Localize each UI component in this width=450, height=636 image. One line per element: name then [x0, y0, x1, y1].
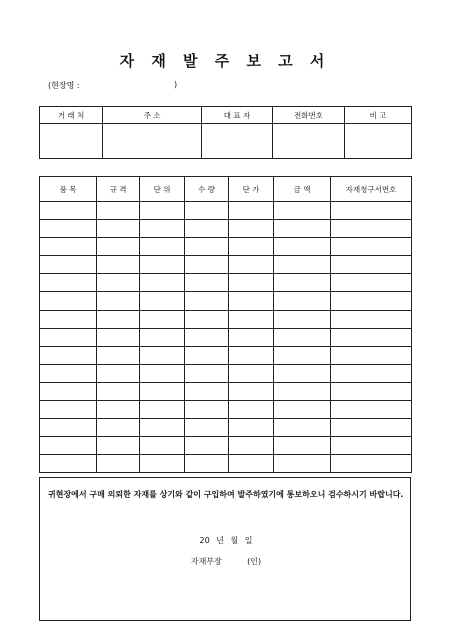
table-row — [40, 364, 412, 382]
items-header-request-number: 자재청구서번호 — [331, 177, 412, 202]
item-request-number-cell[interactable] — [331, 292, 412, 310]
item-unit-cell[interactable] — [140, 256, 185, 274]
supplier-vendor-cell[interactable] — [40, 124, 103, 159]
table-row — [40, 419, 412, 437]
item-spec-cell[interactable] — [97, 310, 140, 328]
item-product-cell[interactable] — [40, 292, 97, 310]
supplier-header-remarks: 비 고 — [345, 107, 412, 124]
item-unit-cell[interactable] — [140, 238, 185, 256]
items-header-quantity: 수 량 — [185, 177, 229, 202]
item-unit-price-cell[interactable] — [229, 419, 274, 437]
item-quantity-cell[interactable] — [185, 364, 229, 382]
item-unit-cell[interactable] — [140, 419, 185, 437]
table-row — [40, 328, 412, 346]
item-quantity-cell[interactable] — [185, 346, 229, 364]
item-quantity-cell[interactable] — [185, 238, 229, 256]
items-table — [39, 176, 412, 473]
item-amount-cell[interactable] — [274, 455, 331, 473]
item-spec-cell[interactable] — [97, 419, 140, 437]
item-quantity-cell[interactable] — [185, 310, 229, 328]
item-amount-cell[interactable] — [274, 220, 331, 238]
item-unit-price-cell[interactable] — [229, 328, 274, 346]
supplier-header-phone: 전화번호 — [273, 107, 345, 124]
item-spec-cell[interactable] — [97, 364, 140, 382]
items-header-amount: 금 액 — [274, 177, 331, 202]
table-row — [40, 437, 412, 455]
item-quantity-cell[interactable] — [185, 382, 229, 400]
item-unit-price-cell[interactable] — [229, 256, 274, 274]
item-request-number-cell[interactable] — [331, 437, 412, 455]
item-amount-cell[interactable] — [274, 364, 331, 382]
item-spec-cell[interactable] — [97, 220, 140, 238]
item-quantity-cell[interactable] — [185, 292, 229, 310]
item-amount-cell[interactable] — [274, 274, 331, 292]
supplier-table — [39, 106, 412, 159]
item-unit-price-cell[interactable] — [229, 274, 274, 292]
date-line: 20 년 월 일 — [199, 536, 253, 545]
items-header-product: 품 목 — [40, 177, 97, 202]
item-unit-price-cell[interactable] — [229, 310, 274, 328]
item-spec-cell[interactable] — [97, 292, 140, 310]
item-request-number-cell[interactable] — [331, 310, 412, 328]
supplier-remarks-cell[interactable] — [345, 124, 412, 159]
item-quantity-cell[interactable] — [185, 328, 229, 346]
document-title: 자 재 발 주 보 고 서 — [119, 52, 331, 70]
item-unit-cell[interactable] — [140, 346, 185, 364]
table-row — [40, 256, 412, 274]
item-unit-cell[interactable] — [140, 274, 185, 292]
item-product-cell[interactable] — [40, 401, 97, 419]
item-product-cell[interactable] — [40, 364, 97, 382]
item-spec-cell[interactable] — [97, 382, 140, 400]
items-header-unit-price: 단 가 — [229, 177, 274, 202]
table-row — [40, 220, 412, 238]
items-header-row — [40, 177, 412, 202]
item-request-number-cell[interactable] — [331, 328, 412, 346]
site-name-label: (현장명 : — [48, 81, 80, 90]
item-spec-cell[interactable] — [97, 202, 140, 220]
items-table-body — [40, 202, 412, 473]
item-product-cell[interactable] — [40, 256, 97, 274]
item-product-cell[interactable] — [40, 382, 97, 400]
notice-box — [39, 477, 411, 621]
item-spec-cell[interactable] — [97, 401, 140, 419]
item-product-cell[interactable] — [40, 419, 97, 437]
item-quantity-cell[interactable] — [185, 202, 229, 220]
item-request-number-cell[interactable] — [331, 364, 412, 382]
item-request-number-cell[interactable] — [331, 238, 412, 256]
item-amount-cell[interactable] — [274, 202, 331, 220]
item-unit-cell[interactable] — [140, 292, 185, 310]
table-row — [40, 274, 412, 292]
item-amount-cell[interactable] — [274, 382, 331, 400]
item-request-number-cell[interactable] — [331, 220, 412, 238]
items-header-unit: 단 위 — [140, 177, 185, 202]
item-amount-cell[interactable] — [274, 292, 331, 310]
item-amount-cell[interactable] — [274, 238, 331, 256]
notice-text: 귀현장에서 구매 의뢰한 자재를 상기와 같이 구입하여 발주하였기에 통보하오니 검수하시기 바랍니다. — [48, 490, 404, 499]
item-product-cell[interactable] — [40, 220, 97, 238]
supplier-header-row — [40, 107, 412, 124]
item-unit-price-cell[interactable] — [229, 202, 274, 220]
item-quantity-cell[interactable] — [185, 256, 229, 274]
table-row — [40, 455, 412, 473]
site-name-close: ) — [174, 80, 178, 89]
item-request-number-cell[interactable] — [331, 274, 412, 292]
item-spec-cell[interactable] — [97, 238, 140, 256]
supplier-address-cell[interactable] — [103, 124, 202, 159]
item-unit-price-cell[interactable] — [229, 220, 274, 238]
item-request-number-cell[interactable] — [331, 346, 412, 364]
item-product-cell[interactable] — [40, 455, 97, 473]
item-unit-cell[interactable] — [140, 382, 185, 400]
item-unit-price-cell[interactable] — [229, 346, 274, 364]
item-quantity-cell[interactable] — [185, 455, 229, 473]
item-product-cell[interactable] — [40, 238, 97, 256]
item-unit-price-cell[interactable] — [229, 437, 274, 455]
item-quantity-cell[interactable] — [185, 401, 229, 419]
item-amount-cell[interactable] — [274, 437, 331, 455]
item-unit-cell[interactable] — [140, 202, 185, 220]
item-unit-price-cell[interactable] — [229, 401, 274, 419]
item-unit-cell[interactable] — [140, 220, 185, 238]
item-unit-cell[interactable] — [140, 455, 185, 473]
table-row — [40, 310, 412, 328]
item-unit-price-cell[interactable] — [229, 364, 274, 382]
item-spec-cell[interactable] — [97, 274, 140, 292]
supplier-header-address: 주 소 — [103, 107, 202, 124]
table-row — [40, 292, 412, 310]
item-spec-cell[interactable] — [97, 437, 140, 455]
table-row — [40, 401, 412, 419]
item-unit-cell[interactable] — [140, 401, 185, 419]
item-unit-price-cell[interactable] — [229, 238, 274, 256]
item-amount-cell[interactable] — [274, 310, 331, 328]
item-quantity-cell[interactable] — [185, 437, 229, 455]
table-row — [40, 346, 412, 364]
table-row — [40, 202, 412, 220]
item-unit-cell[interactable] — [140, 364, 185, 382]
site-name-field — [48, 80, 178, 91]
item-unit-cell[interactable] — [140, 310, 185, 328]
supplier-header-vendor: 거 래 처 — [40, 107, 103, 124]
item-quantity-cell[interactable] — [185, 274, 229, 292]
item-amount-cell[interactable] — [274, 256, 331, 274]
item-quantity-cell[interactable] — [185, 220, 229, 238]
item-amount-cell[interactable] — [274, 419, 331, 437]
item-unit-cell[interactable] — [140, 437, 185, 455]
item-product-cell[interactable] — [40, 437, 97, 455]
item-request-number-cell[interactable] — [331, 455, 412, 473]
item-product-cell[interactable] — [40, 202, 97, 220]
item-spec-cell[interactable] — [97, 256, 140, 274]
supplier-data-row — [40, 124, 412, 159]
item-spec-cell[interactable] — [97, 455, 140, 473]
item-unit-price-cell[interactable] — [229, 382, 274, 400]
item-request-number-cell[interactable] — [331, 382, 412, 400]
signer-line: 자재부장 (인) — [190, 557, 262, 566]
item-spec-cell[interactable] — [97, 328, 140, 346]
item-product-cell[interactable] — [40, 274, 97, 292]
item-unit-price-cell[interactable] — [229, 292, 274, 310]
item-amount-cell[interactable] — [274, 401, 331, 419]
item-unit-cell[interactable] — [140, 328, 185, 346]
table-row — [40, 238, 412, 256]
item-product-cell[interactable] — [40, 310, 97, 328]
item-spec-cell[interactable] — [97, 346, 140, 364]
item-request-number-cell[interactable] — [331, 202, 412, 220]
item-product-cell[interactable] — [40, 328, 97, 346]
table-row — [40, 382, 412, 400]
items-header-spec: 규 격 — [97, 177, 140, 202]
item-request-number-cell[interactable] — [331, 419, 412, 437]
item-request-number-cell[interactable] — [331, 256, 412, 274]
supplier-header-representative: 대 표 자 — [202, 107, 273, 124]
supplier-representative-cell[interactable] — [202, 124, 273, 159]
item-quantity-cell[interactable] — [185, 419, 229, 437]
item-request-number-cell[interactable] — [331, 401, 412, 419]
supplier-phone-cell[interactable] — [273, 124, 345, 159]
item-unit-price-cell[interactable] — [229, 455, 274, 473]
item-product-cell[interactable] — [40, 346, 97, 364]
item-amount-cell[interactable] — [274, 328, 331, 346]
item-amount-cell[interactable] — [274, 346, 331, 364]
